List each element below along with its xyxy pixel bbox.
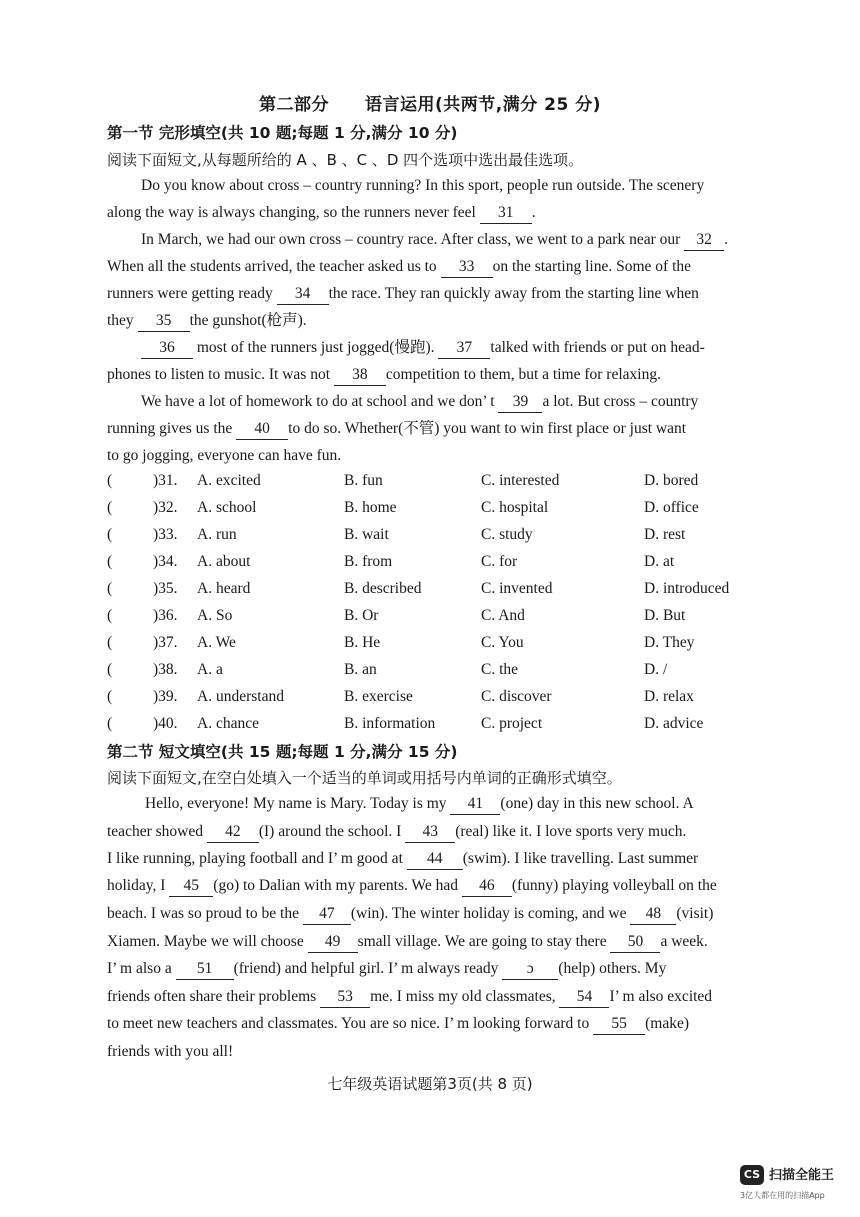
blank-48: 48 — [630, 904, 676, 925]
blank-38: 38 — [334, 365, 386, 386]
answer-paren[interactable]: ( — [107, 634, 113, 651]
blank-32: 32 — [684, 230, 724, 251]
option-a: A. school — [197, 499, 257, 516]
option-c: C. hospital — [481, 499, 549, 516]
blank-46: 46 — [462, 876, 512, 897]
option-c: C. project — [481, 715, 543, 732]
passage-line: running gives us the 40 to do so. Whether(不管) you want to win first place or just want — [107, 419, 686, 440]
blank-44: 44 — [407, 849, 463, 870]
watermark-subtitle: 3亿人都在用的扫描App — [740, 1191, 825, 1200]
question-row — [107, 661, 787, 683]
passage-line: Do you know about cross – country running? In this sport, people run outside. The scenery — [141, 177, 705, 194]
blank-53: 53 — [320, 987, 370, 1008]
answer-paren[interactable]: ( — [107, 526, 113, 543]
question-number: )40. — [153, 715, 178, 732]
answer-paren[interactable]: ( — [107, 580, 113, 597]
blank-41: 41 — [450, 794, 500, 815]
part-label: 第二部分 — [259, 95, 329, 115]
question-number: )33. — [153, 526, 178, 543]
option-b: B. described — [344, 580, 422, 597]
blank-34: 34 — [277, 284, 329, 305]
option-c: C. You — [481, 634, 524, 651]
passage-line: When all the students arrived, the teacher asked us to 33 on the starting line. Some of the — [107, 257, 691, 278]
answer-paren[interactable]: ( — [107, 499, 113, 516]
option-b: B. wait — [344, 526, 389, 543]
option-d: D. But — [644, 607, 686, 624]
question-row — [107, 580, 787, 602]
answer-paren[interactable]: ( — [107, 472, 113, 489]
passage-line: I’ m also a 51 (friend) and helpful girl. I’ m always ready ɔ (help) others. My — [107, 959, 666, 980]
option-c: C. interested — [481, 472, 560, 489]
option-c: C. study — [481, 526, 533, 543]
question-row — [107, 715, 787, 737]
passage-line: along the way is always changing, so the runners never feel 31 . — [107, 203, 536, 224]
option-d: D. rest — [644, 526, 686, 543]
passage-line: phones to listen to music. It was not 38 competition to them, but a time for relaxing. — [107, 365, 661, 386]
answer-paren[interactable]: ( — [107, 553, 113, 570]
option-c: C. for — [481, 553, 518, 570]
option-d: D. / — [644, 661, 668, 678]
option-a: A. a — [197, 661, 223, 678]
passage-line: beach. I was so proud to be the 47 (win). The winter holiday is coming, and we 48 (visit) — [107, 904, 713, 925]
question-row — [107, 499, 787, 521]
blank-36: 36 — [141, 338, 193, 359]
blank-51: 51 — [176, 959, 234, 980]
page-footer: 七年级英语试题第3页(共 8 页) — [327, 1075, 533, 1093]
blank-35: 35 — [138, 311, 190, 332]
blank-33: 33 — [441, 257, 493, 278]
blank-39: 39 — [498, 392, 542, 413]
passage-line: In March, we had our own cross – country race. After class, we went to a park near our 32 . — [141, 230, 728, 251]
passage-line: to go jogging, everyone can have fun. — [107, 447, 342, 464]
option-d: D. relax — [644, 688, 694, 705]
question-number: )37. — [153, 634, 178, 651]
option-a: A. run — [197, 526, 237, 543]
option-c: C. discover — [481, 688, 552, 705]
blank-40: 40 — [236, 419, 288, 440]
answer-paren[interactable]: ( — [107, 607, 113, 624]
option-a: A. about — [197, 553, 251, 570]
option-b: B. exercise — [344, 688, 413, 705]
blank-43: 43 — [405, 822, 455, 843]
question-row — [107, 607, 787, 629]
question-number: )32. — [153, 499, 178, 516]
option-a: A. We — [197, 634, 236, 651]
blank-45: 45 — [169, 876, 213, 897]
passage-line: to meet new teachers and classmates. You are so nice. I’ m looking forward to 55 (make) — [107, 1014, 689, 1035]
option-c: C. the — [481, 661, 519, 678]
blank-49: 49 — [308, 932, 358, 953]
option-b: B. from — [344, 553, 393, 570]
blank-50: 50 — [610, 932, 660, 953]
blank-42: 42 — [207, 822, 259, 843]
question-number: )39. — [153, 688, 178, 705]
option-b: B. home — [344, 499, 397, 516]
passage-line: holiday, I 45 (go) to Dalian with my parents. We had 46 (funny) playing volleyball on the — [107, 876, 717, 897]
option-a: A. understand — [197, 688, 284, 705]
option-d: D. bored — [644, 472, 699, 489]
blank-47: 47 — [303, 904, 351, 925]
option-a: A. excited — [197, 472, 261, 489]
option-c: C. And — [481, 607, 525, 624]
page-title — [0, 90, 860, 115]
option-c: C. invented — [481, 580, 553, 597]
blank-31: 31 — [480, 203, 532, 224]
question-number: )35. — [153, 580, 178, 597]
option-a: A. heard — [197, 580, 251, 597]
option-d: D. They — [644, 634, 695, 651]
blank-52: ɔ — [502, 959, 558, 980]
answer-paren[interactable]: ( — [107, 715, 113, 732]
passage-line: 36 most of the runners just jogged(慢跑). 37 talked with friends or put on head- — [141, 338, 705, 359]
section1-instruction: 阅读下面短文,从每题所给的 A 、B 、C 、D 四个选项中选出最佳选项。 — [107, 151, 584, 169]
question-number: )38. — [153, 661, 178, 678]
question-number: )31. — [153, 472, 178, 489]
question-row — [107, 553, 787, 575]
blank-55: 55 — [593, 1014, 645, 1035]
question-number: )36. — [153, 607, 178, 624]
section2-instruction: 阅读下面短文,在空白处填入一个适当的单词或用括号内单词的正确形式填空。 — [107, 769, 622, 787]
option-a: A. chance — [197, 715, 259, 732]
section2-heading: 第二节 短文填空(共 15 题;每题 1 分,满分 15 分) — [107, 743, 458, 761]
passage-line: We have a lot of homework to do at school and we don’ t 39 a lot. But cross – country — [141, 392, 698, 413]
option-b: B. He — [344, 634, 381, 651]
watermark-name: 扫描全能王 — [769, 1168, 835, 1183]
camscanner-logo-icon: CS — [740, 1165, 764, 1185]
option-b: B. Or — [344, 607, 379, 624]
question-number: )34. — [153, 553, 178, 570]
blank-37: 37 — [438, 338, 490, 359]
passage-line: Xiamen. Maybe we will choose 49 small village. We are going to stay there 50 a week. — [107, 932, 708, 953]
passage-line: friends with you all! — [107, 1043, 234, 1060]
section1-heading: 第一节 完形填空(共 10 题;每题 1 分,满分 10 分) — [107, 124, 458, 142]
option-b: B. information — [344, 715, 436, 732]
answer-paren[interactable]: ( — [107, 661, 113, 678]
option-d: D. introduced — [644, 580, 730, 597]
option-b: B. an — [344, 661, 377, 678]
option-a: A. So — [197, 607, 233, 624]
option-d: D. at — [644, 553, 675, 570]
passage-line: teacher showed 42 (I) around the school. I 43 (real) like it. I love sports very much. — [107, 822, 686, 843]
scanner-watermark — [740, 1161, 855, 1207]
option-b: B. fun — [344, 472, 383, 489]
option-d: D. advice — [644, 715, 704, 732]
part-name: 语言运用(共两节,满分 25 分) — [365, 95, 601, 115]
passage-line: Hello, everyone! My name is Mary. Today is my 41 (one) day in this new school. A — [145, 794, 694, 815]
question-row — [107, 688, 787, 710]
question-row — [107, 472, 787, 494]
passage-line: friends often share their problems 53 me. I miss my old classmates, 54 I’ m also excited — [107, 987, 712, 1008]
question-row — [107, 634, 787, 656]
blank-54: 54 — [559, 987, 609, 1008]
option-d: D. office — [644, 499, 699, 516]
passage-line: I like running, playing football and I’ m good at 44 (swim). I like travelling. Last summer — [107, 849, 698, 870]
passage-line: runners were getting ready 34 the race. They ran quickly away from the starting line when — [107, 284, 699, 305]
question-row — [107, 526, 787, 548]
passage-line: they 35 the gunshot(枪声). — [107, 311, 307, 332]
answer-paren[interactable]: ( — [107, 688, 113, 705]
